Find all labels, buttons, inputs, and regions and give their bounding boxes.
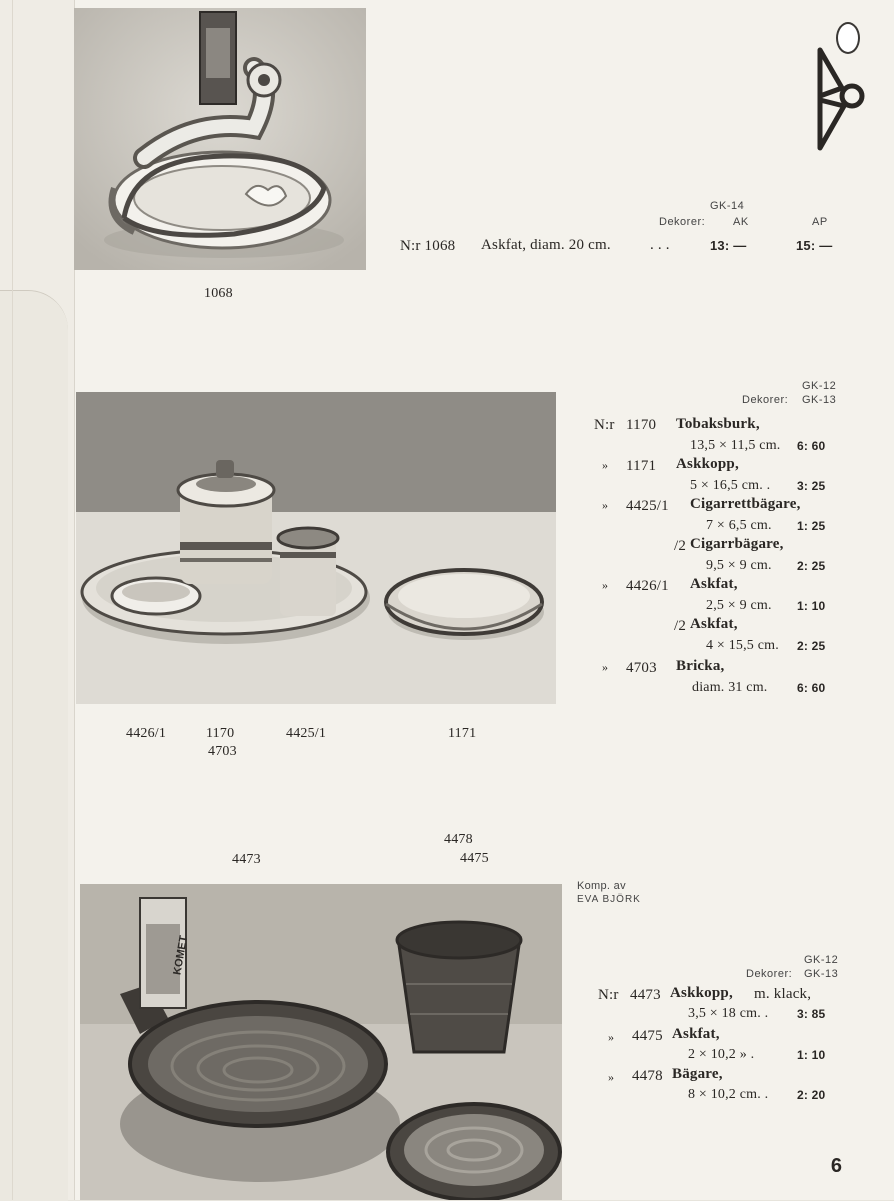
item-prefix: » xyxy=(602,578,609,592)
photo-ashtrays-4473 xyxy=(80,884,562,1200)
item-name: Tobaksburk, xyxy=(676,416,760,432)
photo-caption-1170: 1170 xyxy=(206,726,235,741)
item-number: 4703 xyxy=(626,660,657,676)
photo-caption-4478: 4478 xyxy=(444,832,473,847)
photo-caption-1068: 1068 xyxy=(204,286,233,301)
photo-caption-4473: 4473 xyxy=(232,852,261,867)
item-dimensions: 3,5 × 18 cm. . xyxy=(688,1006,769,1021)
item-price: 1: 25 xyxy=(797,519,826,533)
item-dimensions: 13,5 × 11,5 cm. xyxy=(690,438,781,453)
item-dimensions: 2,5 × 9 cm. xyxy=(706,598,772,613)
item-prefix: N:r xyxy=(594,417,615,433)
item-dimensions: 7 × 6,5 cm. xyxy=(706,518,772,533)
photo-caption-4426-1: 4426/1 xyxy=(126,726,167,741)
item-prefix: » xyxy=(608,1070,615,1084)
item-number-1068: N:r 1068 xyxy=(400,238,456,254)
item-price: 1: 10 xyxy=(797,599,826,613)
index-tab-notch xyxy=(0,290,68,1201)
item-price: 3: 25 xyxy=(797,479,826,493)
photo-caption-4475: 4475 xyxy=(460,851,489,866)
decor-code-gk14: GK-14 xyxy=(710,200,745,212)
decor-ap: AP xyxy=(812,216,828,228)
decor-code-gk12: GK-12 xyxy=(802,380,837,392)
item-price: 6: 60 xyxy=(797,439,826,453)
item-price: 2: 20 xyxy=(797,1088,826,1102)
decor-label: Dekorer: xyxy=(746,968,793,980)
item-name: Askkopp, xyxy=(676,456,739,472)
price-ak-1068: 13: — xyxy=(710,238,747,253)
item-dimensions: 4 × 15,5 cm. xyxy=(706,638,779,653)
photo-smoking-set xyxy=(76,392,556,704)
item-name: Cigarrbägare, xyxy=(690,536,784,552)
item-number: 1171 xyxy=(626,458,657,474)
page-number: 6 xyxy=(830,1155,842,1177)
designer-name: EVA BJÖRK xyxy=(577,894,641,905)
item-prefix: » xyxy=(608,1030,615,1044)
item-dimensions: 8 × 10,2 cm. . xyxy=(688,1087,769,1102)
item-name: Bägare, xyxy=(672,1066,723,1082)
item-number: /2 xyxy=(674,538,687,554)
matchbox-label: KOMET xyxy=(171,934,191,976)
decor-label: Dekorer: xyxy=(742,394,789,406)
item-number: /2 xyxy=(674,618,687,634)
decor-code-gk12: GK-12 xyxy=(804,954,839,966)
page-fold-line xyxy=(12,0,13,1200)
item-prefix: » xyxy=(602,458,609,472)
photo-caption-1171: 1171 xyxy=(448,726,477,741)
bo-logo-icon xyxy=(808,44,868,152)
item-prefix: » xyxy=(602,660,609,674)
decor-code-gk13: GK-13 xyxy=(802,394,837,406)
ashtray-fish-illustration xyxy=(74,8,366,270)
item-price: 6: 60 xyxy=(797,681,826,695)
item-name: Askkopp, xyxy=(670,985,733,1001)
smoking-set-illustration xyxy=(76,392,556,704)
item-prefix: N:r xyxy=(598,987,619,1003)
item-number: 4478 xyxy=(632,1068,663,1084)
item-number: 4473 xyxy=(630,987,661,1003)
item-name-1068: Askfat, diam. 20 cm. xyxy=(481,237,611,253)
item-number: 4475 xyxy=(632,1028,663,1044)
item-name: Askfat, xyxy=(672,1026,720,1042)
item-price: 2: 25 xyxy=(797,639,826,653)
decor-code-gk13: GK-13 xyxy=(804,968,839,980)
item-dimensions: 5 × 16,5 cm. . xyxy=(690,478,771,493)
item-prefix: » xyxy=(602,498,609,512)
item-name: Askfat, xyxy=(690,616,738,632)
item-price: 1: 10 xyxy=(797,1048,826,1062)
item-number: 4426/1 xyxy=(626,578,669,594)
item-name: Bricka, xyxy=(676,658,725,674)
price-ap-1068: 15: — xyxy=(796,238,833,253)
photo-caption-4425-1: 4425/1 xyxy=(286,726,327,741)
item-price: 3: 85 xyxy=(797,1007,826,1021)
ashtrays-illustration xyxy=(80,884,562,1200)
designer-credit-label: Komp. av xyxy=(577,880,626,892)
item-name: Askfat, xyxy=(690,576,738,592)
item-name: Cigarrettbägare, xyxy=(690,496,801,512)
leader-dots: . . . xyxy=(650,237,670,253)
decor-label: Dekorer: xyxy=(659,216,706,228)
item-dimensions: 2 × 10,2 » . xyxy=(688,1047,755,1062)
item-dimensions: 9,5 × 9 cm. xyxy=(706,558,772,573)
decor-ak: AK xyxy=(733,216,749,228)
item-dimensions: diam. 31 cm. xyxy=(692,680,768,695)
item-price: 2: 25 xyxy=(797,559,826,573)
photo-ashtray-1068 xyxy=(74,8,366,270)
photo-caption-4703: 4703 xyxy=(208,744,237,759)
item-number: 4425/1 xyxy=(626,498,669,514)
item-suffix: m. klack, xyxy=(754,986,812,1002)
item-number: 1170 xyxy=(626,417,657,433)
